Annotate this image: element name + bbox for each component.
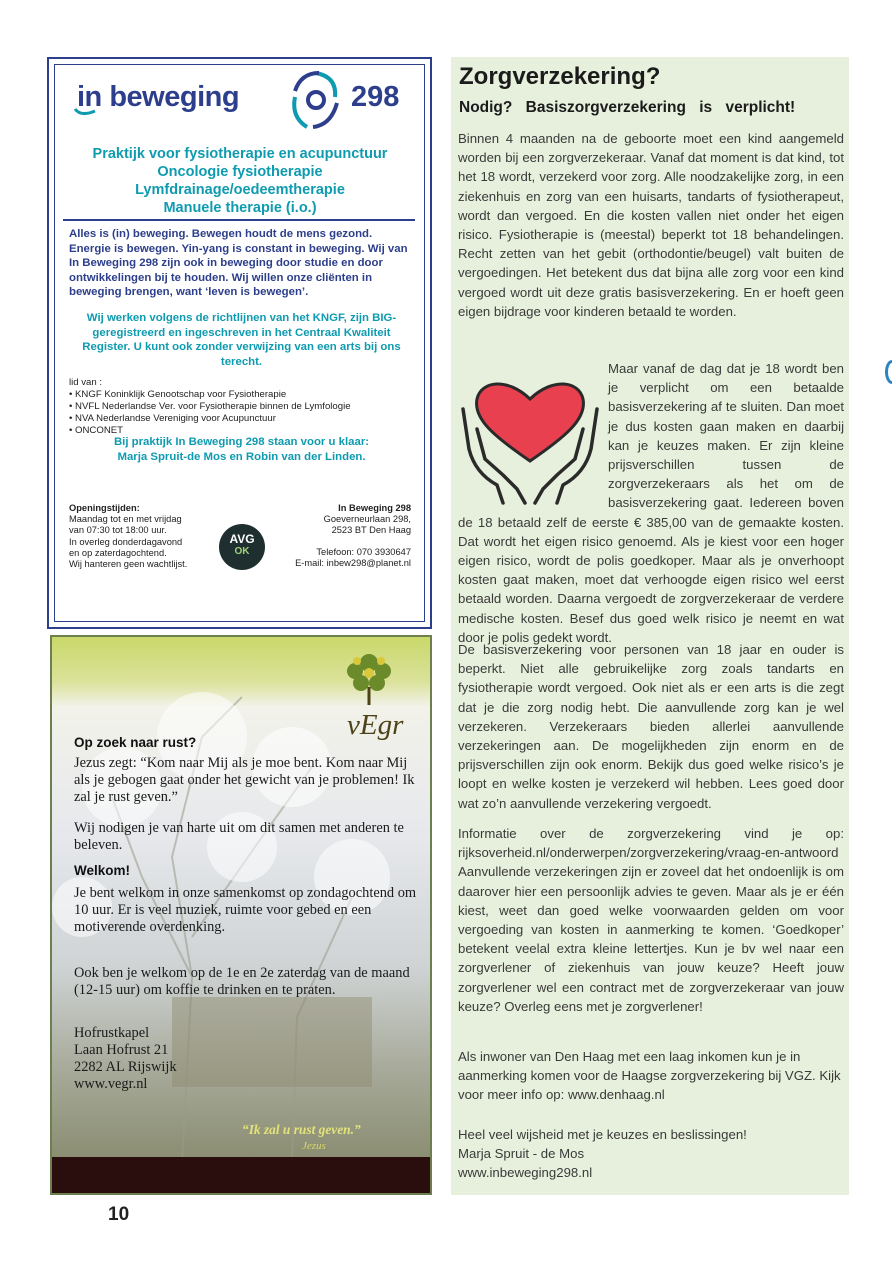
quote-text: “Ik zal u rust geven.” — [242, 1122, 361, 1137]
hours-line: In overleg donderdagavond — [69, 536, 183, 547]
author: Marja Spruit - de Mos — [458, 1146, 585, 1162]
service-line: Manuele therapie (i.o.) — [163, 200, 317, 216]
member-item: • ONCONET — [69, 425, 414, 437]
service-line: Lymfdrainage/oedeemtherapie — [135, 182, 345, 198]
heading-rest: Op zoek naar rust? — [74, 735, 197, 750]
address-line: Laan Hofrust 21 — [74, 1042, 169, 1058]
address-block — [269, 503, 411, 569]
hours-line: Wij hanteren geen wachtlijst. — [69, 559, 188, 570]
knfg-text: Wij werken volgens de richtlijnen van het KNGF, zijn BIG-geregistreerd en ingeschreven in het Centraal Kwaliteit Register. U kunt ook zonder verwijzing van een arts bij ons terecht. — [82, 312, 401, 368]
article-paragraph: De basisverzekering voor personen van 18 jaar en ouder is beperkt. Niet alle gebruikelijke zorg zoals tandarts en fysiotherapie wordt vergoed. Ook niet als er een arts is die zegt dat je die zorg nodig hebt. Die aanvullende zorg kan je wel verzekeren. Verzekeraars bieden allerlei aanvullende verzekeringen aan. De mogelijkheden zijn enorm en de prijsverschillen zijn ook enorm. Bekijk dus goed welke risico’s je loopt en welke kosten je verzekerd wil hebben. Lees goed door wat zo’n aanvullende verzekering vergoedt. — [458, 642, 844, 811]
hours-line: en op zaterdagochtend. — [69, 547, 167, 558]
article-subtitle: Nodig? Basiszorgverzekering is verplicht! — [459, 99, 796, 116]
paragraph: Je bent welkom in onze samenkomst op zondagochtend om 10 uur. Er is veel muziek, ruimte voor gebed en een motiverende overdenking. — [74, 885, 417, 935]
address-block — [74, 1025, 419, 1093]
membership-block — [69, 377, 414, 437]
address-line: Hofrustkapel — [74, 1025, 150, 1041]
addr-title: In Beweging 298 — [338, 503, 411, 513]
member-item: • KNGF Koninklijk Genootschap voor Fysiotherapie — [69, 389, 414, 401]
heading-welkom: Welkom! — [74, 863, 131, 878]
page-edge-mark — [885, 360, 892, 384]
divider — [63, 219, 415, 221]
service-line: Oncologie fysiotherapie — [157, 164, 323, 180]
footer-bar — [52, 1157, 430, 1193]
article-paragraph: Als inwoner van Den Haag met een laag inkomen kun je in aanmerking komen voor de Haagse zorgverzekering bij VGZ. Kijk voor meer info op: www.denhaag.nl — [458, 1049, 841, 1103]
page-number: 10 — [108, 1204, 130, 1225]
logo-number: 298 — [351, 81, 400, 113]
article-zorgverzekering — [451, 57, 849, 1195]
hours-line: van 07:30 tot 18:00 uur. — [69, 525, 167, 536]
paragraph: Wij nodigen je van harte uit om dit samen met anderen te beleven. — [74, 820, 404, 853]
article-paragraph: Binnen 4 maanden na de geboorte moet een kind aangemeld worden bij een zorgverzekeraar. Vanaf dat moment is dat kind, tot het 18 wordt, verzekerd voor zorg. Alle noodzakelijke zorg, in een ziekenhuis en zorg van een huisarts, tandarts of fysiotherapeut, wordt dan vergoed. En die kosten vallen niet onder het eigen risico. Fysiotherapie is (meestal) beperkt tot 18 behandelingen. Recht zetten van het gebit (orthodontie/beugel) valt buiten de vergoedingen. Het betekent dus dat bijna alle zorg voor een kind vergoed wordt uit deze gratis basisverzekering. En er hoeft geen eigen bijdrage voor kinderen betaald te worden. — [458, 131, 844, 319]
address-line: 2282 AL Rijswijk — [74, 1059, 177, 1075]
paragraph: Jezus zegt: “Kom naar Mij als je moe bent. Kom naar Mij als je gebogen gaat onder het gewicht van je problemen! Ik zal je rust geven.” — [74, 755, 415, 805]
member-item: • NVFL Nederlandse Ver. voor Fysiotherapie binnen de Lymfologie — [69, 401, 414, 413]
member-item: • NVA Nederlandse Vereniging voor Acupunctuur — [69, 413, 414, 425]
vegr-logo-text: vEgr — [347, 709, 404, 741]
avg-ok-text: OK — [234, 546, 250, 557]
addr-line: Goeverneurlaan 298, — [323, 514, 411, 525]
article-title: Zorgverzekering? — [459, 63, 661, 90]
article-paragraph: Informatie over de zorgverzekering vind je op: rijksoverheid.nl/onderwerpen/zorgverzekering/vraag-en-antwoord Aanvullende verzekeringen zijn er zoveel dat het ondoenlijk is om daarover hier een persoonlijk advies te geven. Maar als je er één kiest, weet dan goed welke voorwaarden gelden om voor vergoeding van kosten in aanmerking te komen. ‘Goedkoper’ betekent veelal extra kleine lettertjes. Kun je bv wel naar een zorgverlener of ziekenhuis van jouw keuze? Heeft jouw zorgverlener wel een contract met de zorgverzekeraar van jouw keuze? Overleg eens met je zorgverlener! — [458, 826, 844, 1014]
avg-badge-text: AVG — [229, 532, 255, 546]
vegr-tree-logo-icon — [337, 647, 401, 707]
staff-line: Bij praktijk In Beweging 298 staan voor u klaar: — [113, 436, 370, 448]
hours-line: Maandag tot en met vrijdag — [69, 514, 182, 525]
hours-title: Openingstijden: — [69, 503, 140, 513]
phone: Telefoon: 070 3930647 — [316, 546, 411, 557]
email: E-mail: inbew298@planet.nl — [295, 557, 411, 568]
logo-text: in beweging — [77, 81, 240, 113]
staff-block — [69, 435, 414, 464]
website-link[interactable]: www.inbeweging298.nl — [458, 1165, 593, 1181]
article-closing — [458, 1125, 844, 1183]
paragraph: Ook ben je welkom op de 1e en 2e zaterdag van de maand (12-15 uur) om koffie te drinken en te praten. — [74, 965, 410, 998]
member-label: lid van : — [69, 377, 103, 388]
logo-spiral-icon — [287, 67, 345, 133]
addr-line: 2523 BT Den Haag — [331, 525, 411, 536]
inbeweging-advertisement — [47, 57, 432, 629]
services-list — [59, 145, 421, 217]
vegr-advertisement — [50, 635, 432, 1195]
staff-line: Marja Spruit-de Mos en Robin van der Linden. — [117, 450, 366, 463]
article-paragraph-text: Maar vanaf de dag dat je 18 wordt ben je verplicht om een betaalde basisverzekering af te sluiten. Dan moet je dus kosten gaan maken en daarbij kan je keuzes maken. Er zijn kleine prijsverschillen tussen de zorgverzekeraars als het om de basisverzekering gaat. Iedereen boven de 18 betaald zelf de eerste € 385,00 van de gemaakte kosten. Dat wordt het eigen risico genoemd. Als je kiest voor een hoger eigen risico, wordt de polis goedkoper. Maar als je onverhoopt kosten gaat maken, moet dat verhoogde eigen risico wel eerst betaald worden. Daarna vergoedt de zorgverzekeraar de verdere medische kosten. Besef dus goed welk risico je neemt en wat door je polis gedekt wordt. — [458, 361, 844, 645]
quote-signature: Jezus — [302, 1140, 326, 1152]
motto-text: Alles is (in) beweging. Bewegen houdt de mens gezond. Energie is bewegen. Yin-yang is constant in beweging. Wij van In Beweging 298 zijn ook in beweging door studie en door ontwikkelingen bij te houden. Wij willen onze cliënten in beweging brengen, want ‘leven is bewegen’. — [69, 228, 408, 298]
avg-ok-badge — [219, 524, 265, 570]
service-line: Praktijk voor fysiotherapie en acupunctuur — [92, 146, 388, 162]
opening-hours — [69, 503, 229, 570]
article-paragraph — [458, 359, 844, 647]
address-link[interactable]: www.vegr.nl — [74, 1076, 148, 1092]
closing-line: Heel veel wijsheid met je keuzes en beslissingen! — [458, 1127, 747, 1142]
